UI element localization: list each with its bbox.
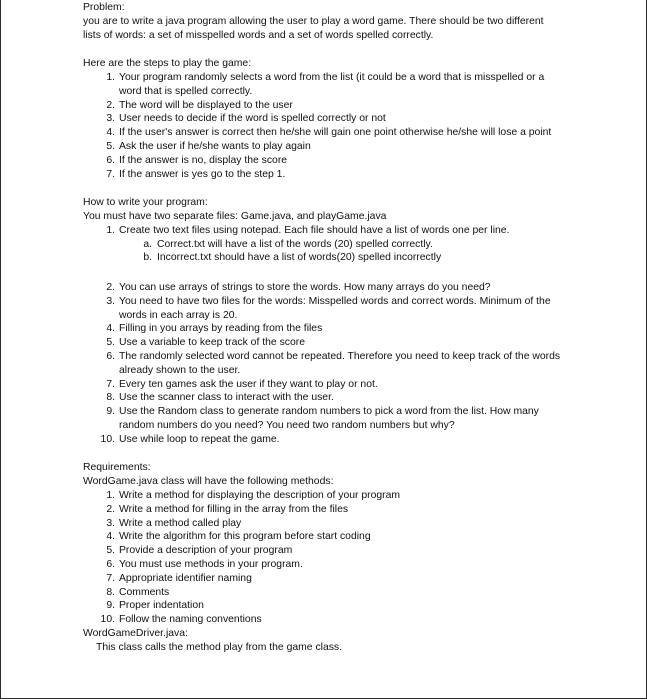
how-item-text: You can use arrays of strings to store the words. How many arrays do you need? xyxy=(119,282,491,293)
how-item-text: Use the Random class to generate random numbers to pick a word from the list. How many xyxy=(119,406,539,418)
how-item-number: 8. xyxy=(106,392,115,404)
how-subitem-letter: b. xyxy=(143,252,152,264)
how-item-number: 7. xyxy=(106,378,115,390)
step-text: Your program randomly selects a word from the list (it could be a word that is misspelled or a xyxy=(119,72,545,83)
step-text: If the answer is no, display the score xyxy=(119,154,288,166)
how-item-text: Use while loop to repeat the game. xyxy=(119,433,280,445)
problem-heading: Problem: xyxy=(83,2,125,13)
step-text: User needs to decide if the word is spelled correctly or not xyxy=(119,113,386,125)
step-number: 7. xyxy=(106,168,115,180)
how-item-text: words in each array is 20. xyxy=(119,309,238,321)
problem-intro-line: lists of words: a set of misspelled words and a set of words spelled correctly. xyxy=(83,29,434,41)
how-item-number: 2. xyxy=(106,282,115,293)
requirement-text: Write a method for displaying the description of your program xyxy=(119,490,401,501)
how-item-number: 5. xyxy=(106,337,115,349)
requirements-heading: Requirements: xyxy=(83,462,151,474)
requirement-number: 1. xyxy=(106,490,115,501)
requirements-subheading: WordGame.java class will have the following methods: xyxy=(83,476,334,488)
step-text: Ask the user if he/she wants to play again xyxy=(119,141,311,152)
requirement-text: Write a method for filling in the array from the files xyxy=(119,503,349,515)
step-number: 6. xyxy=(106,154,115,166)
step-text: The word will be displayed to the user xyxy=(119,99,293,111)
how-item-text: Use a variable to keep track of the score xyxy=(119,337,305,349)
requirement-number: 5. xyxy=(106,545,115,557)
step-text: If the user's answer is correct then he/she will gain one point otherwise he/she will lose a point xyxy=(119,127,552,139)
how-item-text: The randomly selected word cannot be repeated. Therefore you need to keep track of the words xyxy=(119,351,561,362)
requirement-number: 3. xyxy=(106,517,115,529)
how-item-number: 4. xyxy=(106,323,115,335)
how-item-number: 3. xyxy=(106,295,115,307)
driver-text: This class calls the method play from the game class. xyxy=(96,641,343,653)
how-item-text: Use the scanner class to interact with the user. xyxy=(119,392,334,404)
how-subitem-text: Correct.txt will have a list of the words (20) spelled correctly. xyxy=(157,238,433,250)
step-number: 1. xyxy=(106,72,115,83)
requirement-text: Comments xyxy=(119,586,170,598)
requirement-number: 10. xyxy=(100,614,115,626)
requirement-text: Write the algorithm for this program before start coding xyxy=(119,531,371,543)
requirement-number: 8. xyxy=(106,586,115,598)
how-item-text: Create two text files using notepad. Each file should have a list of words one per line. xyxy=(119,224,510,236)
how-subitem-text: Incorrect.txt should have a list of words(20) spelled incorrectly xyxy=(157,252,442,264)
how-item-number: 6. xyxy=(106,351,115,362)
problem-intro-line: you are to write a java program allowing the user to play a word game. There should be two different xyxy=(83,15,544,27)
requirement-number: 2. xyxy=(106,503,115,515)
how-heading: How to write your program: xyxy=(83,197,208,209)
requirement-number: 6. xyxy=(106,559,115,570)
driver-heading: WordGameDriver.java: xyxy=(83,628,188,639)
requirement-text: Write a method called play xyxy=(119,517,242,529)
how-item-text: You need to have two files for the words: Misspelled words and correct words. Minimum of the xyxy=(119,295,551,307)
requirement-text: Appropriate identifier naming xyxy=(119,572,252,584)
how-subheading: You must have two separate files: Game.java, and playGame.java xyxy=(83,211,387,222)
how-item-number: 10. xyxy=(100,433,115,445)
requirement-text: Proper indentation xyxy=(119,600,204,612)
how-item-text: random numbers do you need? You need two random numbers but why? xyxy=(119,420,455,431)
how-item-text: already shown to the user. xyxy=(119,364,241,376)
how-item-text: Filling in you arrays by reading from the files xyxy=(119,323,323,335)
requirement-number: 9. xyxy=(106,600,115,612)
step-number: 4. xyxy=(106,127,115,139)
how-item-text: Every ten games ask the user if they want to play or not. xyxy=(119,378,378,390)
how-subitem-letter: a. xyxy=(143,238,152,250)
how-item-number: 9. xyxy=(106,406,115,418)
step-text: If the answer is yes go to the step 1. xyxy=(119,168,286,180)
requirement-number: 4. xyxy=(106,531,115,543)
step-text: word that is spelled correctly. xyxy=(119,85,253,97)
requirement-text: Provide a description of your program xyxy=(119,545,293,557)
requirement-number: 7. xyxy=(106,572,115,584)
step-number: 2. xyxy=(106,99,115,111)
step-number: 3. xyxy=(106,113,115,125)
how-item-number: 1. xyxy=(106,224,115,236)
requirement-text: You must use methods in your program. xyxy=(119,559,303,570)
step-number: 5. xyxy=(106,141,115,152)
steps-heading: Here are the steps to play the game: xyxy=(83,58,252,70)
requirement-text: Follow the naming conventions xyxy=(119,614,262,626)
